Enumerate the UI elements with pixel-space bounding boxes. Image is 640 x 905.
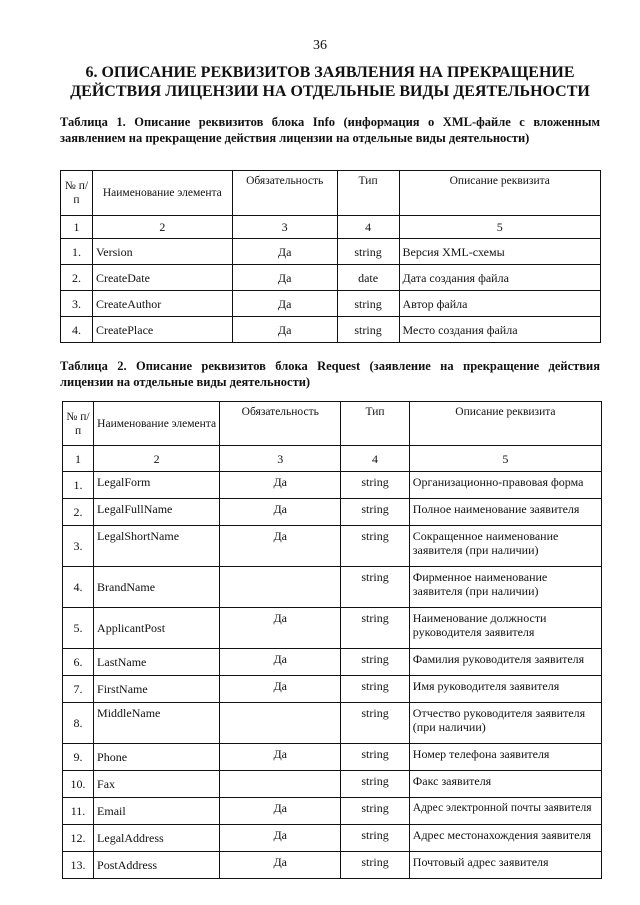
header-cell: № п/п [63,402,94,446]
page-number: 36 [313,38,327,53]
element-name: Email [94,798,220,825]
column-number: 1 [63,446,94,472]
table-row [61,291,601,317]
element-description: Версия XML-схемы [399,239,600,265]
element-type: string [341,771,409,798]
element-type: string [341,526,409,567]
element-name: MiddleName [94,703,220,744]
table-row [63,676,602,703]
table-row [63,649,602,676]
element-name: FirstName [94,676,220,703]
required-flag: Да [220,852,341,879]
element-name: CreateDate [92,265,232,291]
required-flag: Да [220,825,341,852]
header-cell: № п/п [61,171,93,216]
table-row [61,265,601,291]
element-type: string [337,239,399,265]
element-type: string [341,499,409,526]
element-description: Имя руководителя заявителя [409,676,601,703]
column-number: 3 [232,216,337,239]
table-header-row [63,402,602,446]
column-number-row [63,446,602,472]
element-type: string [341,825,409,852]
element-type: string [337,317,399,343]
table-row [63,703,602,744]
column-number: 2 [92,216,232,239]
element-type: string [341,744,409,771]
element-type: string [341,608,409,649]
column-number: 3 [220,446,341,472]
required-flag [220,567,341,608]
element-name: Phone [94,744,220,771]
required-flag [220,771,341,798]
row-number: 1. [61,239,93,265]
row-number: 8. [63,703,94,744]
row-number: 2. [63,499,94,526]
element-type: string [341,472,409,499]
element-description: Адрес местонахождения заявителя [409,825,601,852]
info-table [60,170,601,343]
element-type: string [341,676,409,703]
element-name: LegalForm [94,472,220,499]
required-flag: Да [220,798,341,825]
element-type: date [337,265,399,291]
column-number: 5 [409,446,601,472]
element-name: BrandName [94,567,220,608]
element-name: LegalShortName [94,526,220,567]
required-flag: Да [220,526,341,567]
required-flag [220,703,341,744]
element-description: Сокращенное наименование заявителя (при наличии) [409,526,601,567]
element-type: string [341,703,409,744]
column-number: 4 [337,216,399,239]
required-flag: Да [220,649,341,676]
element-description: Наименование должности руководителя заявителя [409,608,601,649]
table-row [61,239,601,265]
required-flag: Да [220,472,341,499]
table-row [63,744,602,771]
element-description: Отчество руководителя заявителя (при наличии) [409,703,601,744]
row-number: 7. [63,676,94,703]
column-number: 1 [61,216,93,239]
table-row [61,317,601,343]
element-type: string [341,798,409,825]
element-description: Факс заявителя [409,771,601,798]
element-name: CreateAuthor [92,291,232,317]
column-number: 4 [341,446,409,472]
required-flag: Да [232,265,337,291]
required-flag: Да [232,239,337,265]
row-number: 4. [63,567,94,608]
required-flag: Да [220,676,341,703]
section-heading: 6. ОПИСАНИЕ РЕКВИЗИТОВ ЗАЯВЛЕНИЯ НА ПРЕКРАЩЕНИЕ ДЕЙСТВИЯ ЛИЦЕНЗИИ НА ОТДЕЛЬНЫЕ ВИДЫ ДЕЯТЕЛЬНОСТИ [70,64,590,100]
row-number: 4. [61,317,93,343]
header-cell: Обязательность [220,402,341,446]
column-number-row [61,216,601,239]
row-number: 9. [63,744,94,771]
element-name: CreatePlace [92,317,232,343]
header-cell: Описание реквизита [399,171,600,216]
table2-caption: Таблица 2. Описание реквизитов блока Request (заявление на прекращение действия лицензии на отдельные виды деятельности) [60,359,600,389]
header-cell: Тип [341,402,409,446]
row-number: 11. [63,798,94,825]
element-type: string [337,291,399,317]
row-number: 10. [63,771,94,798]
table1-caption: Таблица 1. Описание реквизитов блока Info (информация о XML-файле с вложенным заявлением на прекращение действия лицензии на отдельные виды деятельности) [60,115,600,145]
row-number: 13. [63,852,94,879]
element-name: ApplicantPost [94,608,220,649]
header-cell: Описание реквизита [409,402,601,446]
row-number: 5. [63,608,94,649]
element-name: LastName [94,649,220,676]
element-description: Автор файла [399,291,600,317]
required-flag: Да [232,291,337,317]
table-row [63,608,602,649]
element-description: Адрес электронной почты заявителя [409,798,601,825]
table-row [63,852,602,879]
element-description: Организационно-правовая форма [409,472,601,499]
table-header-row [61,171,601,216]
element-type: string [341,567,409,608]
table-row [63,825,602,852]
element-name: LegalAddress [94,825,220,852]
row-number: 3. [61,291,93,317]
column-number: 2 [94,446,220,472]
table-row [63,567,602,608]
element-type: string [341,852,409,879]
header-cell: Наименование элемента [92,171,232,216]
table2-body [63,472,602,879]
table-row [63,771,602,798]
row-number: 6. [63,649,94,676]
request-table [62,401,602,879]
element-name: Fax [94,771,220,798]
element-description: Фамилия руководителя заявителя [409,649,601,676]
table1-body [61,239,601,343]
table-row [63,798,602,825]
header-cell: Наименование элемента [94,402,220,446]
element-description: Почтовый адрес заявителя [409,852,601,879]
header-cell: Обязательность [232,171,337,216]
required-flag: Да [220,744,341,771]
required-flag: Да [232,317,337,343]
element-description: Номер телефона заявителя [409,744,601,771]
element-description: Фирменное наименование заявителя (при наличии) [409,567,601,608]
element-description: Место создания файла [399,317,600,343]
element-name: Version [92,239,232,265]
row-number: 12. [63,825,94,852]
table-row [63,526,602,567]
table-row [63,472,602,499]
row-number: 1. [63,472,94,499]
element-type: string [341,649,409,676]
element-description: Дата создания файла [399,265,600,291]
table-row [63,499,602,526]
row-number: 3. [63,526,94,567]
header-cell: Тип [337,171,399,216]
row-number: 2. [61,265,93,291]
element-name: PostAddress [94,852,220,879]
column-number: 5 [399,216,600,239]
required-flag: Да [220,499,341,526]
element-name: LegalFullName [94,499,220,526]
element-description: Полное наименование заявителя [409,499,601,526]
required-flag: Да [220,608,341,649]
